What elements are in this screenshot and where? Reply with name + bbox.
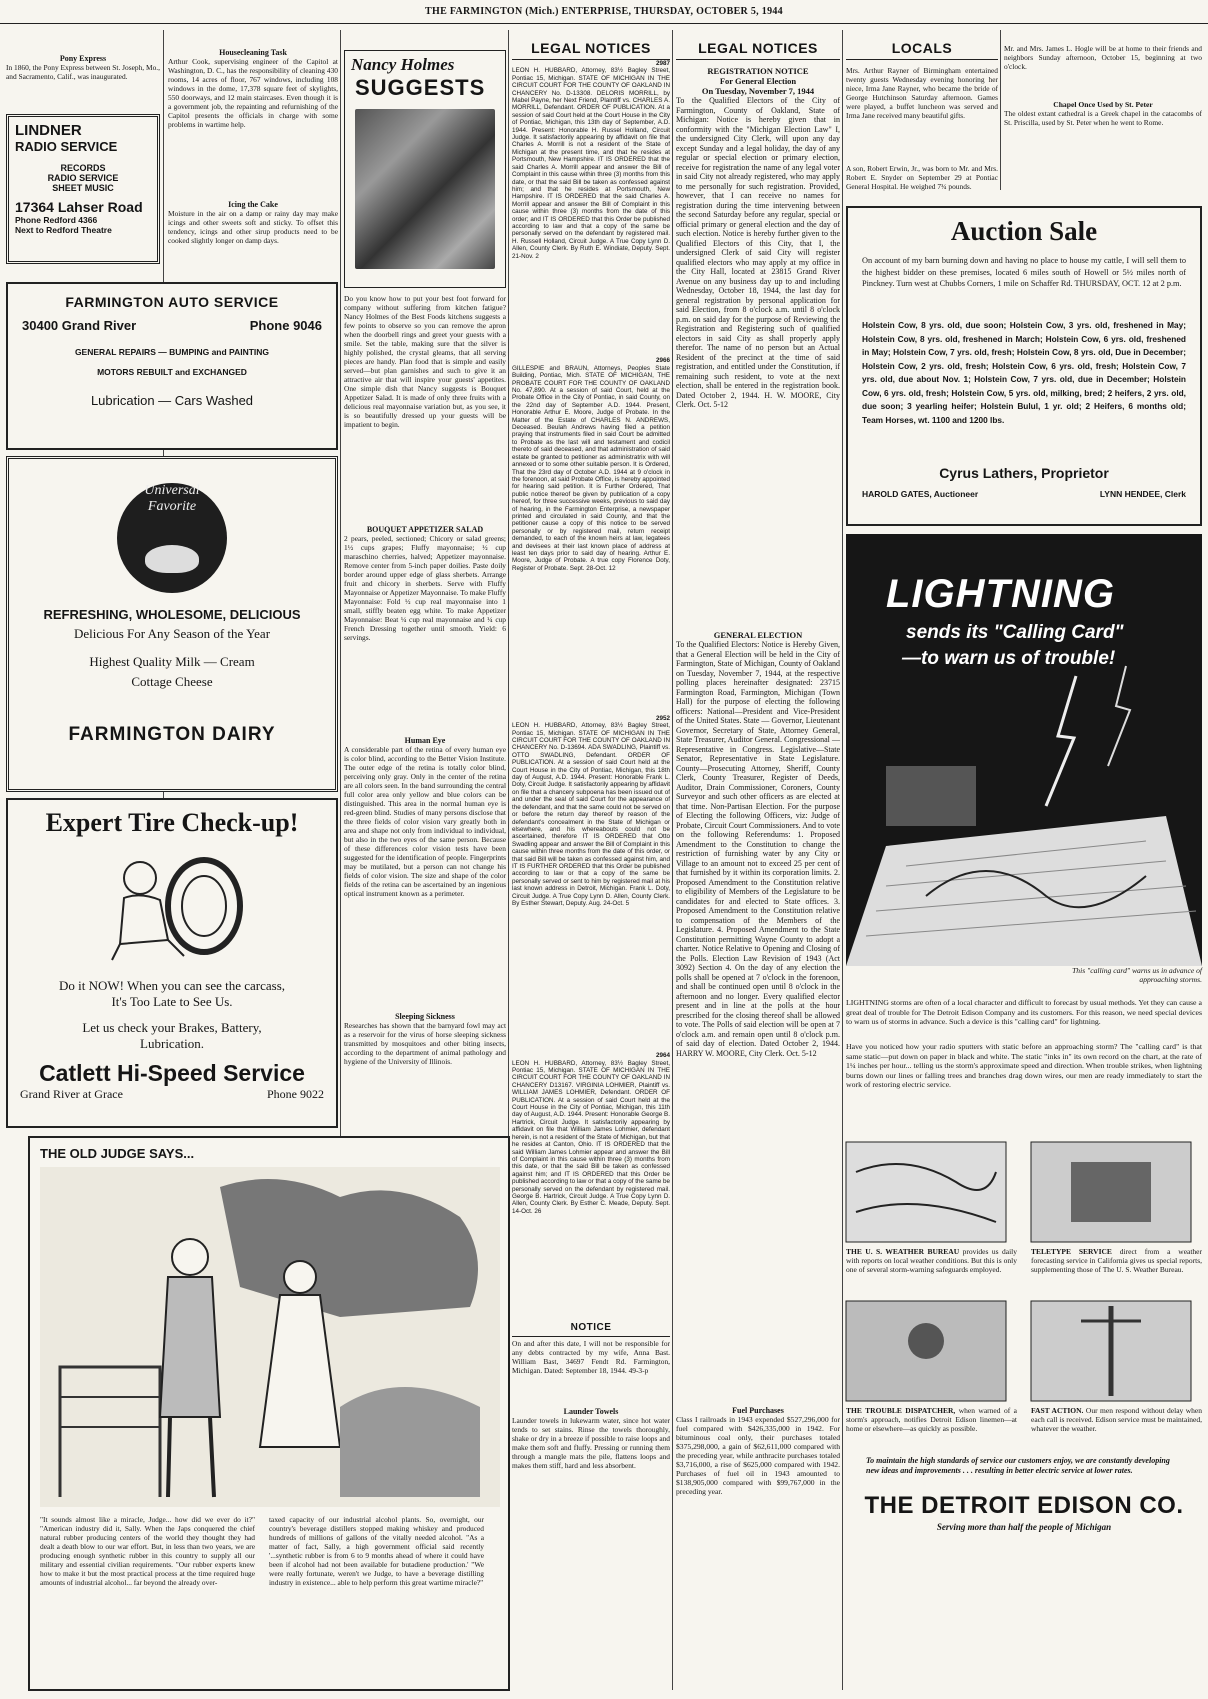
- towels-text: Launder towels in lukewarm water, since hot water tends to set stains. Rinse the towels thoroughly, shake or dry in a breeze if possible to raise loops and make them soft and fluffy. Pressing or running them through a mangle mats the pile, flattens loops and makes them stiff, hard and less absorbent.: [512, 1415, 670, 1470]
- auction-title: Auction Sale: [950, 216, 1098, 246]
- column-rule: [672, 30, 673, 1690]
- column-rule: [842, 30, 843, 1690]
- teletype-panel: [1031, 1142, 1202, 1293]
- auto-service-ad: [6, 282, 338, 450]
- judge-and-sally-illustration: [40, 1167, 500, 1507]
- registration-title: REGISTRATION NOTICE: [707, 66, 809, 76]
- edison-safeguards-grid: [846, 1142, 1202, 1452]
- auto-address: 30400 Grand River: [22, 318, 137, 333]
- pony-express-title: Pony Express: [59, 54, 107, 63]
- judge-col1: "It sounds almost like a miracle, Judge... how did we ever do it?" "American industry did it, Sally. When the Japs conquered the chief natural rubber producing centers of the world they thought they had dealt a death blow to our war effort. But, in less than two years, we are producing enough synthetic rubber in this country to supply all our military and essential civilian requirements. "Our rubber experts knew how to make it but the most practical process at the time required huge amounts of industrial alcohol... far beyond the already over-: [40, 1515, 255, 1587]
- notice-number: 2964: [655, 1052, 670, 1060]
- bast-notice: On and after this date, I will not be responsible for any debts contracted by my wife, Anna Bast. William Bast, 34697 Fendt Rd. Farmington, Michigan. Dated: September 18, 1944. 49-3-p: [512, 1338, 670, 1375]
- election-notices-column: [676, 40, 840, 1505]
- chart-caption: This "calling card" warns us in advance of approaching storms.: [1072, 966, 1202, 984]
- dairy-name: FARMINGTON DAIRY: [68, 724, 276, 745]
- towels-title: Launder Towels: [563, 1406, 619, 1416]
- locals-header: LOCALS: [846, 40, 998, 60]
- c4-text: Our men respond without delay when each call is received. Edison service must be maintained, whatever the weather.: [1031, 1406, 1202, 1433]
- c2-text: direct from a weather forecasting service in California gives us special reports, supplementing those of The U. S. Weather Bureau.: [1031, 1247, 1203, 1274]
- housecleaning-title: Housecleaning Task: [219, 48, 287, 57]
- icing-text: Moisture in the air on a damp or rainy day may make icings and other sweets soft and sticky. To offset this tendency, icings and other sirup products need to be cooked slightly longer on damp days.: [168, 209, 338, 245]
- notice-title: NOTICE: [512, 1322, 670, 1337]
- locals-rayner: Mrs. Arthur Rayner of Birmingham entertained twenty guests Wednesday evening honoring her niece, Irma Jane Rayner, who became the bride of George Hutchinson Saturday afternoon. Games were played, a buffet luncheon was served and Irma Jane received many beautiful gifts.: [846, 66, 998, 120]
- recipe-title: BOUQUET APPETIZER SALAD: [366, 525, 484, 534]
- catlett-address: Grand River at Grace: [20, 1087, 123, 1101]
- dispatcher-telephone-icon: [846, 1301, 1006, 1401]
- teletype-machine-icon: [1031, 1142, 1191, 1242]
- lightning-chart-illustration: [846, 666, 1202, 966]
- fast-action-panel: [1031, 1301, 1202, 1452]
- icing-item: [168, 200, 338, 269]
- tire-title: Expert Tire Check-up!: [45, 808, 299, 837]
- housecleaning-text: Arthur Cook, supervising engineer of the Capitol at Washington, D. C., has the responsibility of cleaning 430 rooms, 14 acres of floor, 767 windows, including 108 windows in the dome, 17,378 square feet of skylights, 550 doorways, and 12 main staircases. Even though it is a government job, the repainting and refurnishing of the Capitol presents the officials in charge with some problems in wartime help.: [168, 57, 338, 129]
- lightning-headline: LIGHTNING: [886, 572, 1115, 616]
- edison-body2: Have you noticed how your radio sputters with static before an approaching storm? The "calling card" is that same static—put down on paper in black and white. The static "inks in" its own record on the chart, at the rate of 1¼ inches per hour... telling us the storm's approximate speed and direction. When trouble strikes, when lightning burns down our lines or falling trees and branches drag down wires, our men are ready immediately to start the work of restoring electric service.: [846, 1042, 1202, 1090]
- legal-notice-lohmier: LEON H. HUBBARD, Attorney, 83½ Bagley Street, Pontiac 15, Michigan. STATE OF MICHIGAN IN THE CIRCUIT COURT FOR THE COUNTY OF OAKLAND IN CHANCERY D13167. VIRGINIA LOHMIER, Plaintiff vs. WILLIAM JAMES LOHMIER, Defendant. ORDER OF PUBLICATION. At a session of said Court held at the Court House in the City of Pontiac, Michigan, this 11th day of August, A.D. 1944. Present: Honorable George B. Hartrick, Circuit Judge. It satisfactorily appearing by affidavit on file that William James Lohmier, defendant herein, is not a resident of the State of Michigan, but that he resides at Canton, Ohio. IT IS ORDERED that the said William James Lohmier appear and answer the Bill of Complaint in this cause within three (3) months from this date, or that the said Bill be taken as confessed against him; and IT IS ORDERED that this Order be published according to law or that a copy of the same be personally served on the defendant by registered mail. George B. Hartrick, Circuit Judge. A True Copy Lynn D. Allen, County Clerk. By Esther C. Meade, Deputy. Sept. 14-Oct. 26: [512, 1059, 670, 1215]
- c3-title: THE TROUBLE DISPATCHER,: [846, 1406, 956, 1415]
- old-judge-ad: [28, 1136, 510, 1691]
- housecleaning-item: [168, 48, 338, 187]
- eye-title: Human Eye: [404, 736, 446, 745]
- tire-line4: Lubrication.: [140, 1036, 204, 1051]
- pony-express-item: [6, 54, 160, 81]
- auto-name: FARMINGTON AUTO SERVICE: [65, 294, 279, 310]
- fuel-text: Class I railroads in 1943 expended $527,296,000 for fuel compared with $426,335,000 in 1942. For bituminous coal only, their purchases totaled $375,298,000, a gain of $62,611,000 compared with the preceding year, while anthracite purchases totaled $3,716,000, a rise of $625,000 compared with 1942. Purchases of fuel oil in 1943 amounted to $138,905,000 compared with $99,767,000 in the preceding year.: [676, 1415, 840, 1496]
- edison-body1: LIGHTNING storms are often of a local character and difficult to forecast by usual methods. Yet they can cause a great deal of trouble for The Detroit Edison Company and its customers. For this reason, we need special devices to warn us of storms in advance. Such a device is this "calling card" for lightning.: [846, 998, 1202, 1027]
- general-election-title: GENERAL ELECTION: [713, 630, 803, 640]
- auction-auctioneer: HAROLD GATES, Auctioneer: [862, 489, 979, 499]
- c2-title: TELETYPE SERVICE: [1031, 1247, 1112, 1256]
- auto-motors: MOTORS REBUILT and EXCHANGED: [97, 367, 247, 377]
- auction-list: Holstein Cow, 8 yrs. old, due soon; Holstein Cow, 3 yrs. old, freshened in May; Holstein Cow, 8 yrs. old, freshened in March; Holstein Cow, 6 yrs. old, freshened in May; Holstein Cow, 7 yrs. old, fresh; Holstein Cow, 8 yrs. old, Due in December; Holstein Cow, 2 yrs. old, fresh; Holstein Cow, 6 yrs. old, fresh; Holstein Cow, 7 yrs. old, due about Nov. 1; Holstein Cow, 7 yrs. old, due in December; Holstein Cow, 6 yrs. old, fresh; Holstein Cow, 5 yrs. old, milking, bred; 2 heifers, 2 yrs. old, due soon; 3 yearling heifer; Holstein Bulul, 1 yr. old; 2 Heifers, 6 months old; Team Horses, wt. 1100 and 1200 lbs.: [862, 320, 1186, 425]
- eye-text: A considerable part of the retina of every human eye is color blind, according to the Better Vision Institute. The outer edge of the retina is totally color blind, perceiving only gray. Only in the center of the retina are all colors seen. In the band surrounding the central full color area only yellow and blue colors can be distinguished. This area in the normal human eye is red-green blind. Studies of many persons disclose that the three fields of color vision vary greatly both in area and shape not only from individual to individual, but also in the two eyes of the same person. Because of these differences color vision tests have been suggested for the identification of people. Fingerprints may be mutilated, but a person can not change his fields of color vision. The size and shape of the color fields of the retina can be ascertained by an ingenious optical instrument known as a perimeter.: [344, 745, 506, 898]
- dairy-milk: Highest Quality Milk — Cream: [89, 654, 255, 669]
- legal-notices-column: [512, 40, 670, 1488]
- farmington-dairy-ad: [6, 456, 338, 792]
- c4-title: FAST ACTION.: [1031, 1406, 1084, 1415]
- pony-express-text: In 1860, the Pony Express between St. Joseph, Mo., and Sacramento, Calif., was inaugurated.: [6, 63, 160, 81]
- nancy-name: Nancy Holmes: [351, 55, 455, 74]
- lineman-pole-icon: [1031, 1301, 1191, 1401]
- lightning-sub2: —to warn us of trouble!: [902, 648, 1116, 669]
- masthead: THE FARMINGTON (Mich.) ENTERPRISE, THURSDAY, OCTOBER 5, 1944: [0, 0, 1208, 24]
- lindner-records: RECORDS: [60, 163, 106, 173]
- auto-lubrication: Lubrication — Cars Washed: [90, 393, 254, 408]
- lindner-phone: Phone Redford 4366: [15, 215, 98, 225]
- chapel-text: The oldest extant cathedral is a Greek chapel in the catacombs of St. Priscilla, used by St. Peter when he went to Rome.: [1004, 109, 1202, 127]
- auto-repairs: GENERAL REPAIRS — BUMPING and PAINTING: [74, 347, 270, 357]
- edison-serving-line: Serving more than half the people of Michigan: [936, 1522, 1112, 1532]
- edison-company-name: THE DETROIT EDISON CO.: [864, 1492, 1184, 1519]
- mechanic-tire-illustration: [92, 844, 252, 964]
- universal-favorite-logo: [117, 483, 227, 593]
- sleeping-text: Researches has shown that the barnyard fowl may act as a reservoir for the virus of horse sleeping sickness transmitted by mosquitoes and other biting insects, according to the department of animal pathology and hygiene of the University of Illinois.: [344, 1021, 506, 1066]
- tire-checkup-ad: [6, 798, 338, 1128]
- registration-sub2: On Tuesday, November 7, 1944: [701, 86, 815, 96]
- turkey-platter-icon: [145, 545, 199, 573]
- nancy-suggests: SUGGESTS: [355, 75, 486, 100]
- legal-notices-header: LEGAL NOTICES: [512, 40, 670, 60]
- lightning-sub1: sends its "Calling Card": [906, 622, 1124, 643]
- column-rule: [1000, 30, 1001, 190]
- dairy-tagline: REFRESHING, WHOLESOME, DELICIOUS: [43, 607, 301, 622]
- icing-title: Icing the Cake: [228, 200, 278, 209]
- judge-col2: taxed capacity of our industrial alcohol plants. So, overnight, our country's beverage distillers stopped making whiskey and produced hundreds of millions of gallons of the vitally needed alcohol. "As a matter of fact, Sally, a high government official said recently '...synthetic rubber is from 6 to 9 months ahead of where it could have been if alcohol had not been available for butadiene production.' "We were really fortunate, weren't we Judge, to have a beverage distilling industry in existence... able to help perform this great wartime miracle?": [269, 1515, 484, 1587]
- auto-phone: Phone 9046: [249, 318, 322, 333]
- lindner-location: Next to Redford Theatre: [15, 225, 112, 235]
- legal-notice-swadling: LEON H. HUBBARD, Attorney, 83½ Bagley Street, Pontiac 15, Michigan. STATE OF MICHIGAN IN THE CIRCUIT COURT FOR THE COUNTY OF OAKLAND IN CHANCERY No. D-13694. ADA SWADLING, Plaintiff vs. OTTO SWADLING, Defendant. ORDER OF PUBLICATION. At a session of said Court held at the Court House in the City of Pontiac, Michigan, this 18th day of August, A.D. 1944. Present: Honorable Frank L. Doty, Circuit Judge. It satisfactorily appearing by affidavit on file that a chancery subpoena has been issued out of and under the seal of said Court for the appearance of the defendant, and that the same could not be served on or before the return day thereof by reason of the defendant's concealment in the State of Michigan or elsewhere, and his whereabouts could not be ascertained, therefore IT IS ORDERED that Otto Swadling appear and answer the Bill of Complaint in this cause within three months from the date of this order, or that said Bill will be taken as confessed against him, and IT IS FURTHER ORDERED that this Order be published according to law or that a copy of the same be personally served or sent to him by registered mail at his last known address in Detroit, Michigan. Frank L. Doty, Circuit Judge. A True Copy Lynn D. Allen, County Clerk. By Esther Stewart, Deputy. Aug. 24-Oct. 5: [512, 722, 670, 907]
- fuel-title: Fuel Purchases: [732, 1406, 784, 1415]
- tire-line3: Let us check your Brakes, Battery,: [82, 1020, 262, 1035]
- sleeping-article: [344, 1012, 506, 1131]
- catlett-phone: Phone 9022: [267, 1087, 324, 1101]
- catlett-name: Catlett Hi-Speed Service: [39, 1060, 305, 1086]
- recipe-text: 2 pears, peeled, sectioned; Chicory or salad greens; 1½ cups grapes; Fluffy mayonnaise; ½ cup maraschino cherries, halved; Appetizer mayonnaise. Remove center from 5-inch paper doilies. Paste doily border around upper edge of glass sherbets. Arrange fruit and chicory in sherbets. Serve with Fluffy Mayonnaise or Appetizer Mayonnaise. To make Fluffy Mayonnaise: Fold ½ cup real mayonnaise into 1 small, stiffly beaten egg white. To make Appetizer Mayonnaise: Beat ¼ cup real mayonnaise and ¼ cup French Dressing together until smooth. Yield: 6 servings.: [344, 534, 506, 642]
- locals-column: [846, 40, 998, 191]
- eye-article: [344, 736, 506, 1015]
- legal-notices-header-2: LEGAL NOTICES: [676, 40, 840, 60]
- c1-text: provides us daily with reports on local weather conditions. But this is only one of several storm-warning safeguards employed.: [846, 1247, 1017, 1274]
- lindner-subname: RADIO SERVICE: [15, 139, 118, 154]
- nancy-text: Do you know how to put your best foot forward for company without suffering from kitchen fatigue? Nancy Holmes of the Best Foods kitchens suggests a few points to observe so you can remove the apron when the doorbell rings and greet your guests with a smile. Set the table, making sure that the silver is highly polished, the crystal gleams, that all serving pieces are handy. Plan food that is simple and easily served—but plan garnishes and such to give it an attractive air that will inspire your guests' appetites. One simple dish that Nancy suggests is Bouquet Appetizer Salad. It is made of only three fruits with a delicious real mayonnaise variation but, as you see, it is so beautifully dressed up your guests will be impatient to begin.: [344, 294, 506, 429]
- lindner-address: 17364 Lahser Road: [15, 199, 143, 215]
- lindner-radio-ad: [6, 114, 160, 264]
- auction-proprietor: Cyrus Lathers, Proprietor: [939, 465, 1109, 481]
- auction-clerk: LYNN HENDEE, Clerk: [1099, 489, 1186, 499]
- notice-number: 2952: [655, 714, 670, 722]
- auction-sale-ad: [846, 206, 1202, 526]
- notice-number: 2966: [655, 357, 670, 365]
- locals-snyder: A son, Robert Erwin, Jr., was born to Mr. and Mrs. Robert E. Snyder on September 29 at Pontiac General Hospital. He weighed 7¾ pounds.: [846, 164, 998, 191]
- locals-hogle: Mr. and Mrs. James L. Hogle will be at home to their friends and neighbors Sunday afternoon, October 15, beginning at two o'clock.: [1004, 44, 1202, 71]
- chapel-title: Chapel Once Used by St. Peter: [1053, 100, 1153, 109]
- judge-title: THE OLD JUDGE SAYS...: [40, 1146, 195, 1161]
- general-election-text: To the Qualified Electors: Notice is Hereby Given, that a General Election will be held in the City of Farmington, State of Michigan, County of Oakland on Tuesday, November 7, 1944, at the respective polling places hereinafter designated: 23715 Farmington Road, Farmington, Michigan (Town Hall) for the purpose of electing the following officers: National—President and Vice-President of the United States. State — Governor, Lieutenant Governor, Secretary of State, Attorney General, State Treasurer, Auditor General. Congressional — Representative in Congress. Legislative—State Senator, Representative in State Legislature. County—Prosecuting Attorney, Sheriff, County Clerk, County Treasurer, Register of Deeds, Auditor, Drain Commissioner, Coroners, County Surveyor and such other officers as are elected at that time. Non-Partisan Election. For the purpose of Electing the following Officers, viz: Judge of Probate, Circuit Court Commissioners. And to vote on the following Referendums: 1. Proposed Amendment to the Constitution to change the restriction of furnishing water by any City or Village to an amount not to exceed 25 per cent of that furnished by it within its corporation limits. 2. Proposed Amendment to the Constitution relative to eligibility of Members of the Legislature to be candidates for and elected to State offices. 3. Proposed Amendment to the Constitution relative to compensation of the Members of the Legislature. 4. Proposed Amendment to the State Constitution permitting Wayne County to adopt a charter. Notice Relative to Opening and Closing of the Polls. Election Law Revision of 1943 (Act 3092) Section 4. On the day of any election the polls shall be opened at 7 o'clock in the forenoon, and shall be continued open until 8 o'clock in the afternoon and no longer. Every qualified elector present and in line at the polls at the hour prescribed for the closing thereof shall be allowed to vote. The Polls of said election will be open at 7 o'clock a.m. and remain open until 8 o'clock p.m. of said day of election. Dated October 2, 1944. HARRY W. MOORE, City Clerk. Oct. 5-12: [676, 640, 840, 1058]
- lindner-service: RADIO SERVICE: [47, 173, 119, 183]
- nancy-article: [344, 294, 506, 732]
- logo-line1: Universal: [144, 483, 200, 498]
- legal-notice-andrews: GILLESPIE and BRAUN, Attorneys, Peoples State Building, Pontiac, Mich. STATE OF MICHIGAN, THE PROBATE COURT FOR THE COUNTY OF OAKLAND No. 47,890. At a session of said Court, held at the Probate Office in the City of Pontiac, in said County, on the 22nd day of September A.D. 1944. Present, Honorable Arthur E. Moore, Judge of Probate. In the Matter of the Estate of CHARLES N. ANDREWS, Deceased. Beulah Andrews having filed a petition praying that instruments filed in said Court be admitted to Probate as the last will and testament and codicil thereto of said deceased, and that administration of said estate be granted to petitioner as administratrix with will annexed or to some other suitable person. It is Ordered, That the 23rd day of October A.D. 1944 at 9 o'clock in the forenoon, at said Probate Office, is hereby appointed for hearing said petition. It is Further Ordered, That public notice thereof be given by publication of a copy hereof, for three successive weeks, previous to said day of hearing, in the Farmington Enterprise, a newspaper printed and circulated in said County, and that the petitioner cause a copy of this notice to be served personally or by registered mail, return receipt demanded, to each of the known heirs at law, legatees and devisees at their last known place of address at least ten days prior to said day of hearing. Arthur E. Moore, Judge of Probate. A true copy Florence Doty, Register of Probate. Sept. 28-Oct. 12: [512, 364, 670, 572]
- logo-line2: Favorite: [147, 499, 197, 514]
- legal-notice-morrill: LEON H. HUBBARD, Attorney, 83½ Bagley Street, Pontiac 15, Michigan. STATE OF MICHIGAN IN THE CIRCUIT COURT FOR THE COUNTY OF OAKLAND IN CHANCERY No. D-13308. DELORIS MORRILL, by Mabel Payne, her Next Friend, Plaintiff vs. CHARLES A. MORRILL, Defendant. ORDER OF PUBLICATION. At a session of said Court held at the Court House in the City of Pontiac, Michigan, this 13th day of September, A.D. 1944. Present: Honorable H. Russel Holland, Circuit Judge. It satisfactorily appearing by affidavit on file that Charles A. Morrill is not a resident of the State of Michigan at the present time, and that he resides at Portsmouth, New Hampshire. IT IS ORDERED that the said Charles A. Morrill appear and answer the Bill of Complaint in this cause within three (3) months from this date, or that the said Bill be taken as confessed against him; and that he resides at Portsmouth, New Hampshire. IT IS ORDERED that the said Charles A. Morrill appear and answer the Bill of Complaint in this cause within three (3) months from the date of this order; and IT IS ORDERED that this Order be published according to law and that a copy of the same be personally served on the defendant by registered mail. H. Russell Holland, Circuit Judge. A True Copy Lynn D. Allen, County Clerk. By Ruth E. Windiate, Deputy. Sept. 21-Nov. 2: [512, 67, 670, 260]
- notice-number: 2987: [655, 60, 670, 67]
- registration-text: To the Qualified Electors of the City of Farmington, County of Oakland, State of Michigan: Notice is hereby given that in conformity with the "Michigan Election Law" I, the undersigned City Clerk, will upon any day except Sunday and a legal holiday, the day of any regular or special election or primary election, receive for registration the name of any legal voter in said City not already registered, who may apply to me personally for such registration. Provided, however, that I can receive no names for registration during the time intervening between the second Saturday before any regular, special or official primary or general election and the day of such election. Notice is hereby further given to the Qualified Electors of this City, that I, the undersigned Clerk of said City will register qualified electors who may apply at my office in the City Hall, located at 23815 Grand River Avenue on any business day up to and including Wednesday, October 18, 1944, the last day for general registration by personal application for said Election, from 8 o'clock a.m. until 8 o'clock p.m. on said day for the purpose of Reviewing the Registration and Registering such of qualified electors in said City as shall properly apply therefor. The name of no person but an Actual Resident of the precinct at the time of said registration, and entitled under the Constitution, if remaining such resident, to vote at the next election, shall be entered in the registration book. Dated October 2, 1944. H. W. MOORE, City Clerk. Oct. 5-12: [676, 96, 840, 409]
- c1-title: THE U. S. WEATHER BUREAU: [846, 1247, 960, 1256]
- dairy-subline: Delicious For Any Season of the Year: [73, 626, 271, 641]
- c3-text: when warned of a storm's approach, notifies Detroit Edison linemen—at home or elsewhere—as quickly as possible.: [846, 1406, 1017, 1433]
- locals-continued: [1004, 40, 1202, 149]
- lindner-music: SHEET MUSIC: [52, 183, 114, 193]
- lindner-name: LINDNER: [15, 122, 82, 139]
- tire-line1: Do it NOW! When you can see the carcass,: [58, 978, 286, 993]
- nancy-holmes-header: [344, 50, 506, 288]
- lightning-hero: [846, 534, 1202, 966]
- registration-sub1: For General Election: [719, 76, 797, 86]
- dispatcher-panel: [846, 1301, 1017, 1452]
- salad-photo: [355, 109, 495, 269]
- weather-map-icon: [846, 1142, 1006, 1242]
- sleeping-title: Sleeping Sickness: [395, 1012, 455, 1021]
- detroit-edison-ad: [846, 534, 1202, 1694]
- dairy-cheese: Cottage Cheese: [131, 674, 213, 689]
- auction-intro: On account of my barn burning down and having no place to house my cattle, I will sell them to the highest bidder on these premises, located 6 miles south of Howell or 5½ miles north of Pinckney. Turn west at Chubbs Corners, 1 mile on Schaffer Rd. THURSDAY, OCT. 12 at 2 p.m.: [862, 256, 1186, 288]
- tire-line2: It's Too Late to See Us.: [111, 994, 233, 1009]
- edison-slogan: To maintain the high standards of service our customers enjoy, we are constantly developing new ideas and improvements . . . resulting in better electric service at lower rates.: [866, 1456, 1170, 1475]
- weather-bureau-panel: [846, 1142, 1017, 1293]
